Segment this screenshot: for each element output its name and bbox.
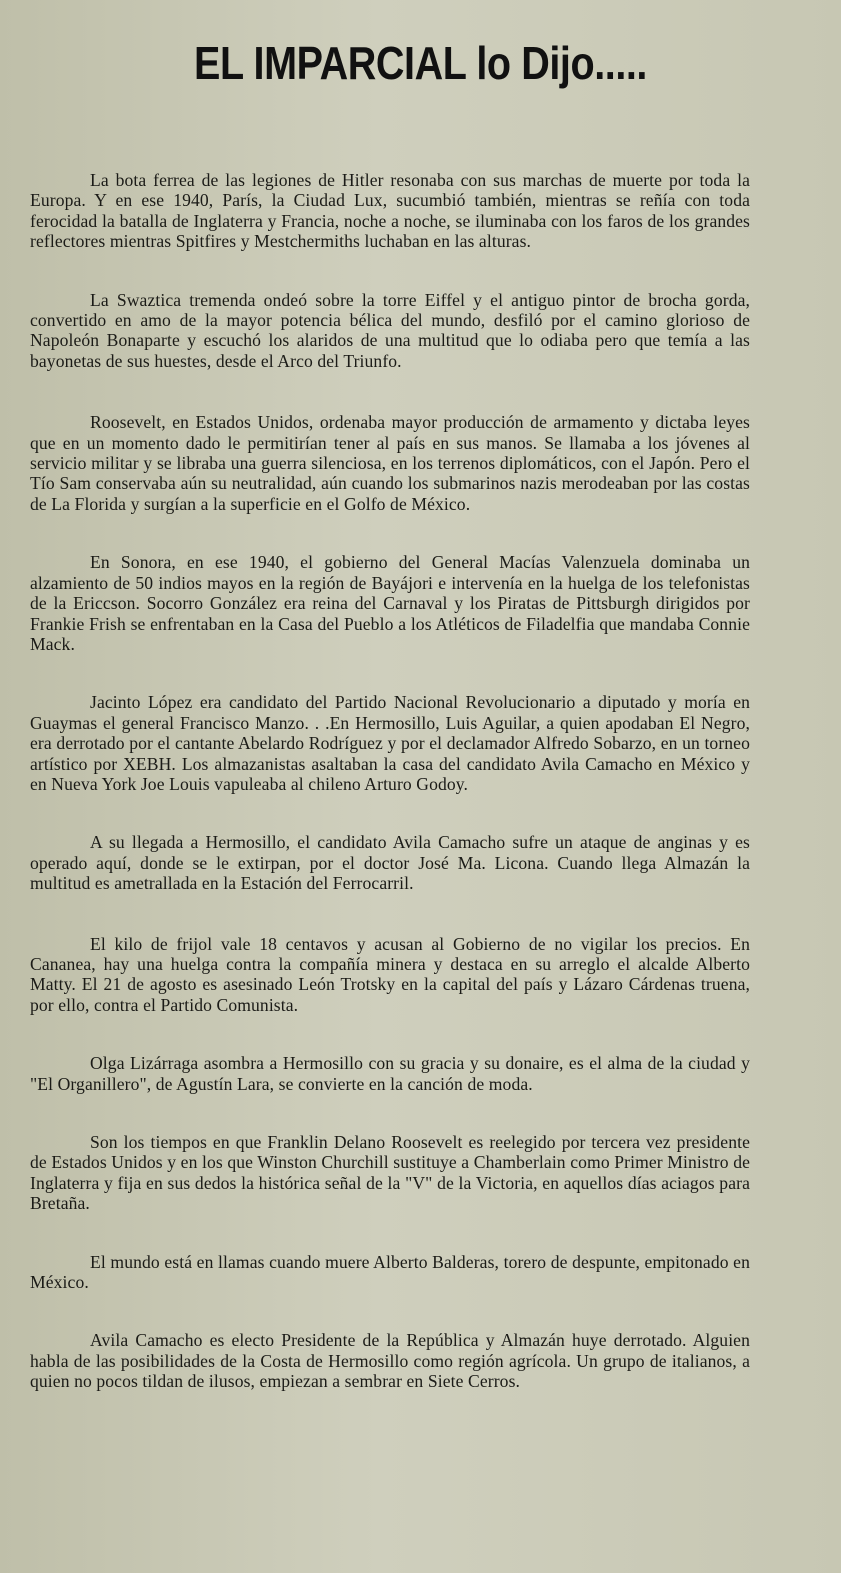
headline: EL IMPARCIAL lo Dijo..... [193,37,648,89]
article-body [30,170,750,1430]
article-paragraph-2: La Swaztica tremenda ondeó sobre la torre Eiffel y el antiguo pintor de brocha gorda, convertido en amo de la mayor potencia bélica del mundo, desfiló por el camino glorioso de Napoleón Bonaparte y escuchó los alaridos de una multitud que lo odiaba pero que temía a las bayonetas de sus huestes, desde el Arco del Triunfo. [30,289,750,371]
article-paragraph-9: Son los tiempos en que Franklin Delano Roosevelt es reelegido por tercera vez presidente de Estados Unidos y en los que Winston Churchill sustituye a Chamberlain como Primer Ministro de Inglaterra y fija en sus dedos la histórica señal de la "V" de la Victoria, en aquellos días aciagos para Bretaña. [30,1132,750,1214]
article-paragraph-7: El kilo de frijol vale 18 centavos y acusan al Gobierno de no vigilar los precios. En Cananea, hay una huelga contra la compañía minera y destaca en su arreglo el alcalde Alberto Matty. El 21 de agosto es asesinado León Trotsky en la capital del país y Lázaro Cárdenas truena, por ello, contra el Partido Comunista. [30,933,750,1015]
article-paragraph-6: A su llegada a Hermosillo, el candidato Avila Camacho sufre un ataque de anginas y es operado aquí, donde se le extirpan, por el doctor José Ma. Licona. Cuando llega Almazán la multitud es ametrallada en la Estación del Ferrocarril. [30,832,750,894]
article-paragraph-3: Roosevelt, en Estados Unidos, ordenaba mayor producción de armamento y dictaba leyes que en un momento dado le permitirían tener al país en sus manos. Se llamaba a los jóvenes al servicio militar y se libraba una guerra silenciosa, en los terrenos diplomáticos, con el Japón. Pero el Tío Sam conservaba aún su neutralidad, aún cuando los submarinos nazis merodeaban por las costas de La Florida y surgían a la superficie en el Golfo de México. [30,412,750,514]
article-paragraph-10: El mundo está en llamas cuando muere Alberto Balderas, torero de despunte, empitonado en México. [30,1251,750,1293]
article-paragraph-1: La bota ferrea de las legiones de Hitler resonaba con sus marchas de muerte por toda la Europa. Y en ese 1940, París, la Ciudad Lux, sucumbió también, mientras se reñía con toda ferocidad la batalla de Inglaterra y Francia, noche a noche, se iluminaba con los faros de los grandes reflectores mientras Spitfires y Mestchermiths luchaban en las alturas. [30,170,750,252]
article-paragraph-5: Jacinto López era candidato del Partido Nacional Revolucionario a diputado y moría en Guaymas el general Francisco Manzo. . .En Hermosillo, Luis Aguilar, a quien apodaban El Negro, era derrotado por el cantante Abelardo Rodríguez y por el declamador Alfredo Sobarzo, en un torneo artístico por XEBH. Los almazanistas asaltaban la casa del candidato Avila Camacho en México y en Nueva York Joe Louis vapuleaba al chileno Arturo Godoy. [30,692,750,794]
article-paragraph-8: Olga Lizárraga asombra a Hermosillo con su gracia y su donaire, es el alma de la ciudad y "El Organillero", de Agustín Lara, se convierte en la canción de moda. [30,1053,750,1094]
article-paragraph-4: En Sonora, en ese 1940, el gobierno del General Macías Valenzuela dominaba un alzamiento de 50 indios mayos en la región de Bayájori e intervenía en la huelga de los telefonistas de la Ericcson. Socorro González era reina del Carnaval y los Piratas de Pittsburgh dirigidos por Frankie Frish se enfrentaban en la Casa del Pueblo a los Atléticos de Filadelfia que mandaba Connie Mack. [30,552,750,654]
article-paragraph-11: Avila Camacho es electo Presidente de la República y Almazán huye derrotado. Alguien habla de las posibilidades de la Costa de Hermosillo como región agrícola. Un grupo de italianos, a quien no pocos tildan de ilusos, empiezan a sembrar en Siete Cerros. [30,1330,750,1392]
